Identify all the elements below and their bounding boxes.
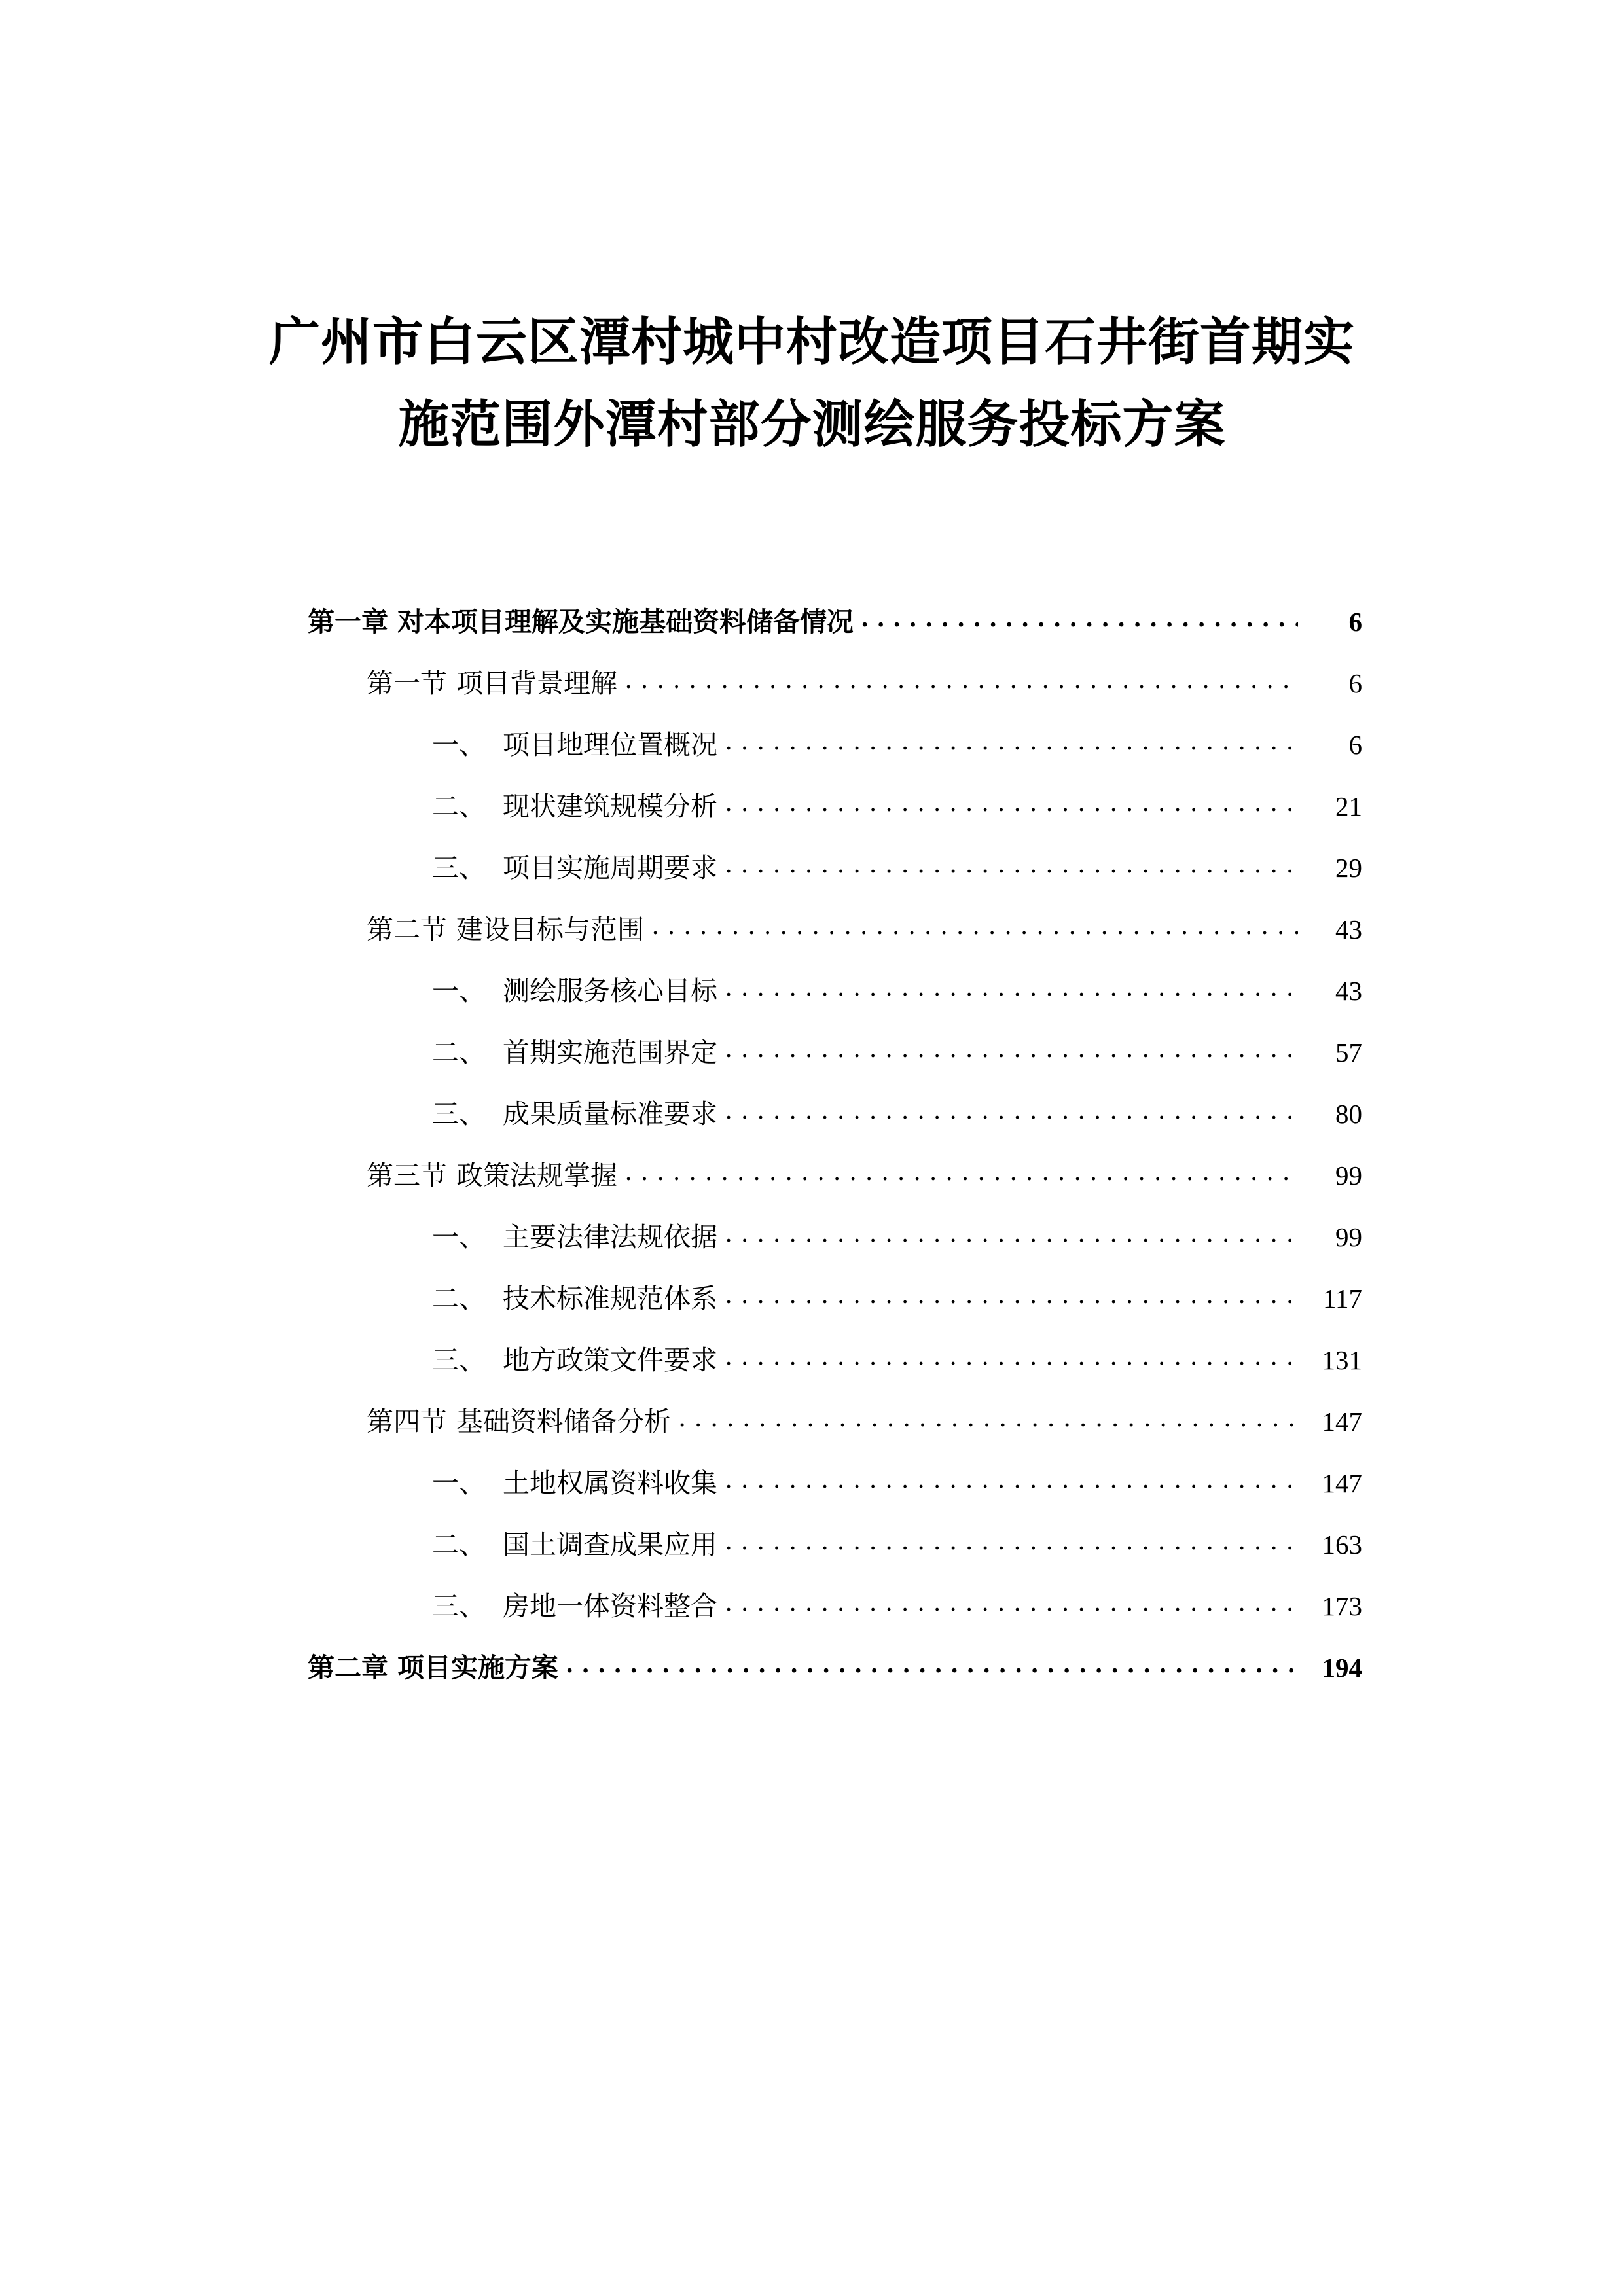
toc-entry-number: 二、 [432,791,486,821]
toc-entry-number: 一、 [432,975,486,1006]
toc-entry-label [367,1408,677,1435]
toc-entry-text: 首期实施范围界定 [503,1037,717,1067]
toc-page-number: 6 [1348,668,1362,698]
toc-page-number: 99 [1335,1160,1362,1191]
toc-leader-dots [725,1219,1298,1246]
toc-entry-number: 三、 [432,852,486,883]
toc-entry[interactable] [0,1404,1624,1435]
toc-entry-text: 政策法规掌握 [456,1160,617,1191]
toc-entry-label [367,670,624,697]
toc-page-number: 117 [1323,1283,1362,1314]
toc-entry-label [308,1652,565,1683]
toc-leader-dots [725,1465,1298,1492]
toc-page-number: 6 [1348,606,1362,637]
toc-entry-number: 第一章 [308,606,388,637]
toc-entry[interactable] [0,789,1624,820]
toc-entry-label [432,852,724,883]
toc-entry-text: 项目实施周期要求 [503,852,717,883]
toc-entry-number: 第三节 [367,1160,447,1191]
toc-page-number: 6 [1348,729,1362,760]
toc-leader-dots [725,1096,1298,1123]
toc-entry-label [432,1467,724,1498]
toc-entry-label [432,1039,724,1066]
toc-leader-dots [725,1342,1298,1369]
toc-entry[interactable] [0,1588,1624,1620]
toc-entry[interactable] [0,727,1624,759]
toc-entry[interactable] [0,1096,1624,1128]
toc-entry[interactable] [0,1158,1624,1189]
toc-entry-number: 第二节 [367,914,447,944]
toc-leader-dots [861,604,1298,631]
toc-entry-text: 主要法律法规依据 [503,1221,717,1252]
toc-entry-number: 第二章 [308,1652,388,1683]
toc-entry-number: 一、 [432,1221,486,1252]
toc-entry-number: 二、 [432,1529,486,1560]
toc-page-number: 147 [1322,1406,1362,1437]
table-of-contents [0,467,1624,1681]
toc-leader-dots [725,1588,1298,1615]
toc-entry-text: 项目地理位置概况 [503,729,717,760]
toc-entry-label [367,916,651,943]
toc-entry-number: 二、 [432,1037,486,1067]
toc-entry[interactable] [0,1219,1624,1251]
toc-leader-dots [679,1404,1298,1431]
toc-entry[interactable] [0,1465,1624,1497]
toc-entry-label [432,729,724,760]
toc-entry[interactable] [0,604,1624,636]
toc-entry[interactable] [0,1650,1624,1681]
toc-entry-text: 地方政策文件要求 [503,1344,717,1375]
toc-entry-label [432,1098,724,1129]
toc-page-number: 163 [1322,1529,1362,1560]
toc-leader-dots [725,1527,1298,1554]
toc-entry-label [432,1344,724,1375]
toc-entry-text: 建设目标与范围 [456,914,644,944]
toc-leader-dots [566,1650,1298,1677]
toc-entry[interactable] [0,1281,1624,1312]
toc-entry-number: 一、 [432,729,486,760]
toc-leader-dots [725,727,1298,754]
toc-entry[interactable] [0,912,1624,943]
toc-entry-text: 国土调查成果应用 [503,1529,717,1560]
toc-entry-number: 第四节 [367,1406,447,1437]
toc-page-number: 43 [1335,914,1362,944]
toc-entry[interactable] [0,973,1624,1005]
toc-entry-text: 项目实施方案 [397,1652,558,1683]
toc-page-number: 147 [1322,1467,1362,1498]
toc-page-number: 80 [1335,1098,1362,1129]
toc-entry[interactable] [0,1527,1624,1558]
toc-entry-label [432,1529,724,1560]
toc-entry-number: 第一节 [367,668,447,698]
toc-leader-dots [725,1281,1298,1308]
toc-entry-label [432,1221,724,1252]
toc-entry-number: 一、 [432,1467,486,1498]
toc-page-number: 29 [1335,852,1362,883]
toc-entry-text: 土地权属资料收集 [503,1467,717,1498]
toc-leader-dots [625,666,1298,692]
toc-leader-dots [652,912,1298,939]
toc-entry-label [432,975,724,1006]
toc-entry[interactable] [0,1035,1624,1066]
toc-page-number: 57 [1335,1037,1362,1067]
toc-entry[interactable] [0,850,1624,882]
page-title: 广州市白云区潭村城中村改造项目石井街首期实施范围外潭村部分测绘服务投标方案 [268,314,1355,454]
toc-entry-text: 房地一体资料整合 [503,1590,717,1621]
toc-page-number: 173 [1322,1590,1362,1621]
toc-entry-text: 项目背景理解 [456,668,617,698]
toc-entry-label [432,1285,724,1312]
toc-entry-label [367,1162,624,1189]
toc-entry-text: 基础资料储备分析 [456,1406,671,1437]
toc-leader-dots [725,789,1298,816]
toc-entry-number: 三、 [432,1344,486,1375]
toc-leader-dots [725,1035,1298,1062]
toc-page-number: 194 [1322,1652,1362,1683]
toc-page-number: 99 [1335,1221,1362,1252]
toc-entry-label [308,606,860,637]
toc-entry-number: 三、 [432,1098,486,1129]
toc-entry[interactable] [0,1342,1624,1374]
toc-entry-text: 现状建筑规模分析 [503,791,717,821]
toc-entry-text: 成果质量标准要求 [503,1098,717,1129]
toc-leader-dots [725,850,1298,877]
toc-page-number: 21 [1335,791,1362,821]
toc-leader-dots [725,973,1298,1000]
toc-entry-label [432,1590,724,1621]
toc-entry-text: 技术标准规范体系 [503,1283,717,1314]
toc-entry-number: 三、 [432,1590,486,1621]
toc-entry[interactable] [0,666,1624,697]
toc-page-number: 43 [1335,975,1362,1006]
toc-page-number: 131 [1322,1344,1362,1375]
toc-entry-number: 二、 [432,1283,486,1314]
toc-entry-text: 测绘服务核心目标 [503,975,717,1006]
toc-entry-text: 对本项目理解及实施基础资料储备情况 [397,606,854,637]
toc-entry-label [432,793,724,820]
toc-leader-dots [625,1158,1298,1185]
